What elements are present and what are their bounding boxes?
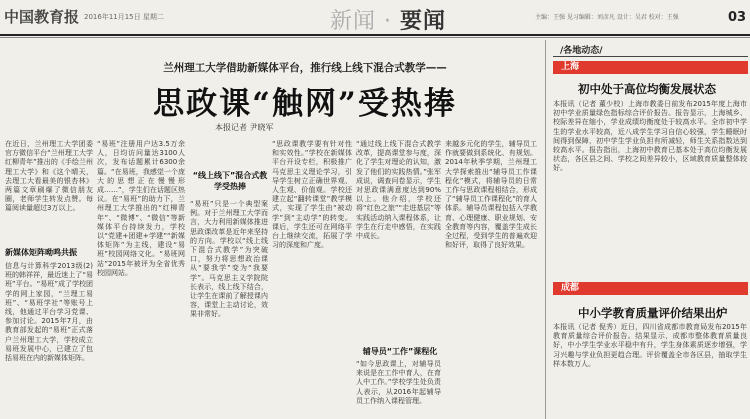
- article-subhead: 兰州理工大学借助新媒体平台，推行线上线下混合式教学——: [163, 62, 447, 74]
- article-subheading-1: 新媒体矩阵呦鸣共振: [5, 248, 77, 257]
- sidebar-divider: [545, 40, 546, 419]
- sidebar-tag: /各地动态/: [560, 46, 603, 56]
- article-headline: 思政课“触网”受热捧: [153, 86, 457, 122]
- article-column-5: “通过线上线下混合式教学改革，提高课堂参与度，深化了学生对理论的认知，激发了他们的实践热情。”张军成说，调查问卷显示，学生对思政课满意度达到90%以上。他介绍，学校还将“红色之旅”“走进基层”等实践活动纳入课程体系，让学生在行走中感悟，在实践中成长。: [356, 140, 441, 241]
- section-prefix: 新闻 ·: [330, 9, 400, 34]
- sidebar-headline-2: 中小学教育质量评价结果出炉: [578, 306, 728, 320]
- sidebar-text-1: 本报讯（记者 董少校）上海市教委日前发布2015年度上海市初中学业质量绿色指标综合评价报告。报告显示，上海城乡、校际差异在缩小，学业成绩均衡度处于较高水平。全市初中学生的学业水平较高，近八成学生学习自信心较强，学生睡眠时间得到保障，初中学生学业负担有所减轻，师生关系指数达到较高水平。报告指出，上海初中教育已基本处于高位均衡发展状态，各区县之间、学校之间差异较小，区域教育质量整体较好。: [553, 100, 747, 173]
- region-banner-chengdu: 成都: [553, 282, 748, 295]
- sidebar-tag-rule: [553, 56, 748, 57]
- article-column-1: 在近日，兰州理工大学团委官方微信平台“兰州理工大学红柳青年”推出的《手绘兰州理工大学》和《这个晴天，去理工大看最美的银杏林》两篇文章刷爆了微信朋友圈，老师学生转发点赞。每篇阅读量超过3万以上。: [5, 140, 93, 213]
- article-column-4: “思政课教学要有针对性和实效性。”学校在新媒体平台开设专栏，积极推广马克思主义理论学习，引导学生树立正确世界观、人生观、价值观。学校还建立起“翻转课堂”教学模式，实现了学生由“被动学”到“主动学”的转变。课后，学生还可在网络平台上继续交流，拓展了学习的深度和广度。: [272, 140, 352, 250]
- article-byline: 本报记者 尹晓军: [215, 123, 274, 132]
- article-column-2: “易班”注册用户达3.5万余人，日均访问量达3100人次，发布话题累计6300余篇。“在易班，我感觉一个庞大的思想正在慢慢形成……”，学生们在话题区热议。在“易班”的助力下，兰州理工大学推出的“红柳青年”、“微博”、“微信”等新媒体平台持续发力，学校以“党建+团建+学建”“新媒体矩阵”为主线，建设“易班”校园网络文化。“易班网站”2015年被评为全省优秀校园网站。: [97, 140, 185, 277]
- newspaper-logo: 中国教育报: [4, 8, 80, 26]
- region-banner-shanghai: 上海: [553, 61, 748, 74]
- article-subheading-3: 辅导员“工作”课程化: [362, 347, 438, 356]
- editor-credits: 主编：王强 见习编辑：刘彦凡 设计：吴君 校对：王强: [535, 14, 679, 21]
- sidebar-text-2: 本报讯（记者 倪秀）近日，四川省成都市教育局发布2015年教育质量综合评价报告。结果显示，成都市整体教育质量良好，中小学生学业水平稳中有升，学生身体素质逐步增强，学习兴趣与学业负担更趋合理。评价覆盖全市各区县，抽取学生样本数万人。: [553, 323, 747, 368]
- article-column-1b: 信息与计算科学2013级(2)班的韩祥祥，最近迷上了“易班”平台。“易班”成了学校团学的网上家园，“兰理工易班”、“易班学社”等账号上线，他通过平台学习党课、参加讨论。2015年7月，由教育部发起的“易班”正式落户兰州理工大学，学校成立易班发展中心，已建立了包括易班在内的新媒体矩阵。: [5, 262, 93, 363]
- article-subheading-2: “线上线下”混合式教学受热捧: [192, 171, 268, 191]
- header-rule: [0, 34, 750, 36]
- section-title: [330, 4, 446, 35]
- article-column-3: “易班”只是一个典型案例。对于兰州理工大学而言，大力利用新媒体推进思政课改革是近年来坚持的方向。学校以“线上线下混合式教学”为突破口，努力将思想政治课从“要我学”变为“我要学”。马克思主义学院院长表示，线上线下结合，让学生在课前了解授课内容，课堂上主动讨论，效果非常好。: [190, 200, 268, 319]
- article-column-5b: “如今思政课上，对辅导员来说是在工作中育人，在育人中工作。”学校学生处负责人表示，从2016年起辅导员工作纳入课程管理。: [356, 360, 441, 405]
- header-rule-thin: [0, 37, 750, 38]
- page-number: 03: [728, 10, 747, 25]
- sidebar-headline-1: 初中处于高位均衡发展状态: [578, 82, 716, 96]
- issue-date: 2016年11月15日 星期二: [84, 13, 164, 21]
- article-column-6: 来越多元化的学生，辅导员工作就要做到系统化、有规划。2014年秋季学期，兰州理工大学探索推出“辅导员工作课程化”模式，将辅导员的日常工作与思政课程相结合，形成了“辅导员工作课程化”的育人体系。辅导员课程包括入学教育、心理健康、职业规划、安全教育等内容，覆盖学生成长全过程，受到学生的普遍欢迎和好评，取得了良好效果。: [445, 140, 537, 250]
- section-main: 要闻: [399, 9, 446, 34]
